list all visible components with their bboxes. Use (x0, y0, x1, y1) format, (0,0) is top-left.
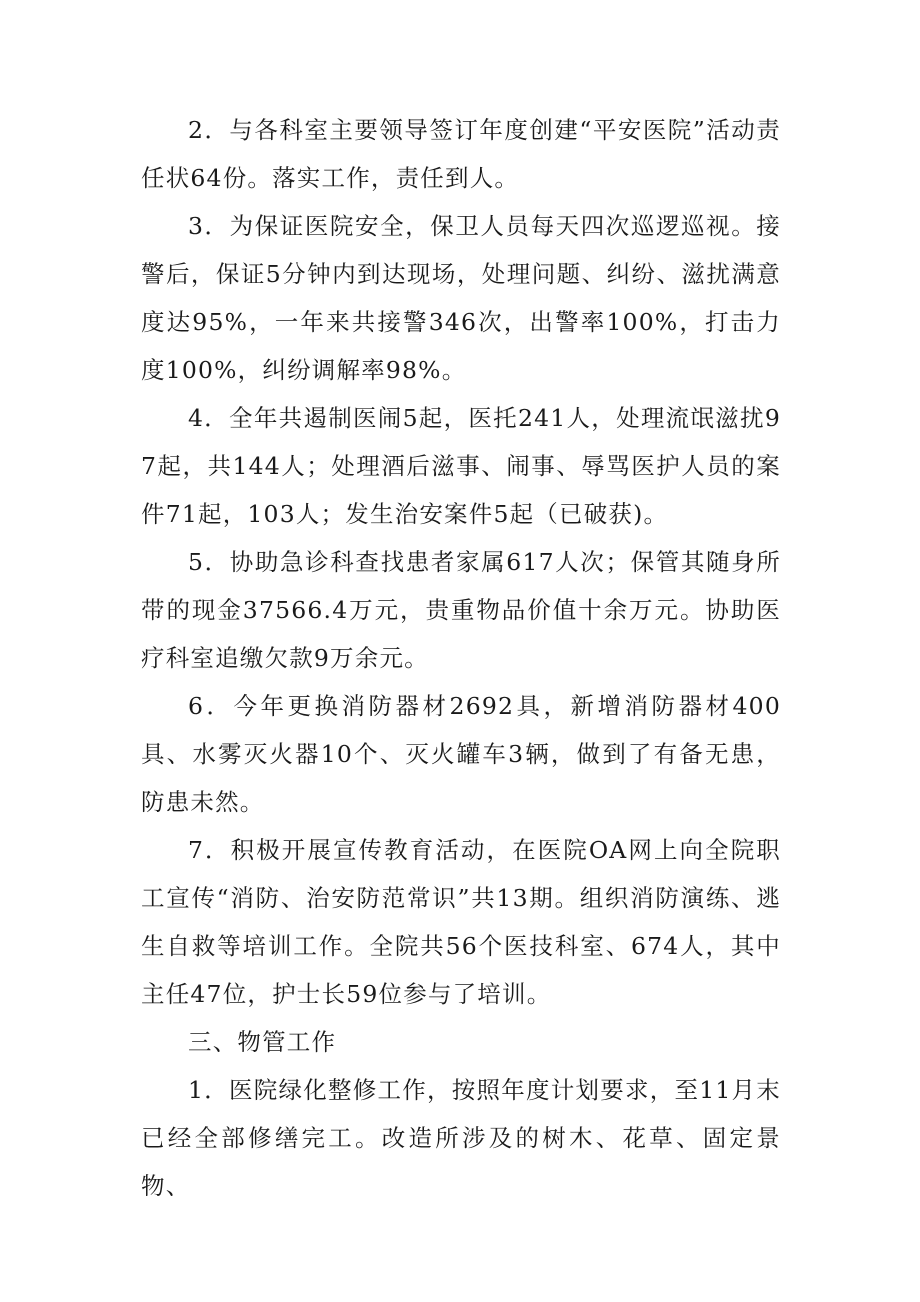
paragraph-item-5: 5．协助急诊科查找患者家属617人次；保管其随身所带的现金37566.4万元，贵重物品价值十余万元。协助医疗科室追缴欠款9万余元。 (141, 548, 781, 672)
paragraph-item-2: 2．与各科室主要领导签订年度创建“平安医院”活动责任状64份。落实工作，责任到人。 (141, 116, 781, 192)
paragraph-item-1: 1．医院绿化整修工作，按照年度计划要求，至11月末已经全部修缮完工。改造所涉及的树木、花草、固定景物、 (141, 1076, 781, 1200)
paragraph-item-4: 4．全年共遏制医闹5起，医托241人，处理流氓滋扰97起，共144人；处理酒后滋事、闹事、辱骂医护人员的案件71起，103人；发生治安案件5起（已破获)。 (141, 404, 781, 528)
paragraph-item-6: 6．今年更换消防器材2692具，新增消防器材400具、水雾灭火器10个、灭火罐车3辆，做到了有备无患，防患未然。 (141, 692, 781, 816)
section-heading: 三、物管工作 (188, 1028, 337, 1056)
document-body (141, 106, 781, 1210)
paragraph-item-3: 3．为保证医院安全，保卫人员每天四次巡逻巡视。接警后，保证5分钟内到达现场，处理问题、纠纷、滋扰满意度达95%，一年来共接警346次，出警率100%，打击力度100%，纠纷调解率98%。 (141, 212, 781, 384)
paragraph-item-7: 7．积极开展宣传教育活动，在医院OA网上向全院职工宣传“消防、治安防范常识”共13期。组织消防演练、逃生自救等培训工作。全院共56个医技科室、674人，其中主任47位，护士长59位参与了培训。 (141, 836, 781, 1008)
